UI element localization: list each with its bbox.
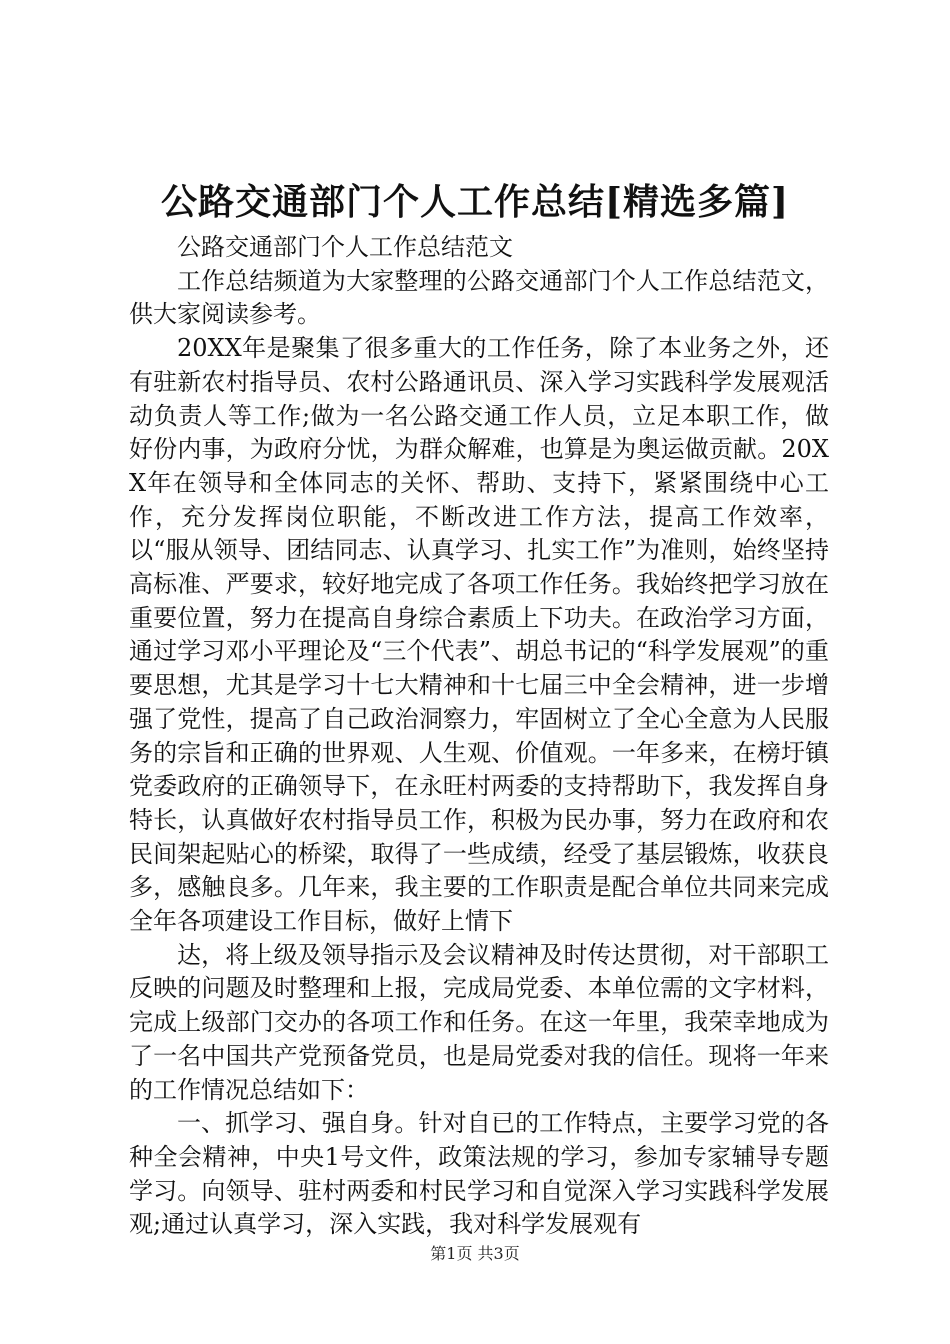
document-title: 公路交通部门个人工作总结[精选多篇] [160,181,790,223]
paragraph-intro: 工作总结频道为大家整理的公路交通部门个人工作总结范文，供大家阅读参考。 [129,266,829,329]
document-body [129,231,829,1242]
paragraph-main: 20XX年是聚集了很多重大的工作任务，除了本业务之外，还有驻新农村指导员、农村公路通讯员、深入学习实践科学发展观活动负责人等工作;做为一名公路交通工作人员，立足本职工作，做好份内事，为政府分忧，为群众解难，也算是为奥运做贡献。20XX年在领导和全体同志的关怀、帮助、支持下，紧紧围绕中心工作，充分发挥岗位职能，不断改进工作方法，提高工作效率，以“服从领导、团结同志、认真学习、扎实工作”为准则，始终坚持高标准、严要求，较好地完成了各项工作任务。我始终把学习放在重要位置，努力在提高自身综合素质上下功夫。在政治学习方面，通过学习邓小平理论及“三个代表”、胡总书记的“科学发展观”的重要思想，尤其是学习十七大精神和十七届三中全会精神，进一步增强了党性，提高了自己政治洞察力，牢固树立了全心全意为人民服务的宗旨和正确的世界观、人生观、价值观。一年多来，在榜圩镇党委政府的正确领导下，在永旺村两委的支持帮助下，我发挥自身特长，认真做好农村指导员工作，积极为民办事，努力在政府和农民间架起贴心的桥梁，取得了一些成绩，经受了基层锻炼，收获良多，感触良多。几年来，我主要的工作职责是配合单位共同来完成全年各项建设工作目标，做好上情下 [129,334,829,936]
paragraph-subtitle: 公路交通部门个人工作总结范文 [177,233,513,261]
page-number-footer: 第1页 共3页 [430,1244,520,1263]
paragraph-continuation: 达，将上级及领导指示及会议精神及时传达贯彻，对干部职工反映的问题及时整理和上报，完成局党委、本单位需的文字材料，完成上级部门交办的各项工作和任务。在这一年里，我荣幸地成为了一名中国共产党预备党员，也是局党委对我的信任。现将一年来的工作情况总结如下： [129,940,829,1104]
paragraph-section-one: 一、抓学习、强自身。针对自已的工作特点，主要学习党的各种全会精神，中央1号文件，政策法规的学习，参加专家辅导专题学习。向领导、驻村两委和村民学习和自觉深入学习实践科学发展观;通过认真学习，深入实践，我对科学发展观有 [129,1109,829,1239]
